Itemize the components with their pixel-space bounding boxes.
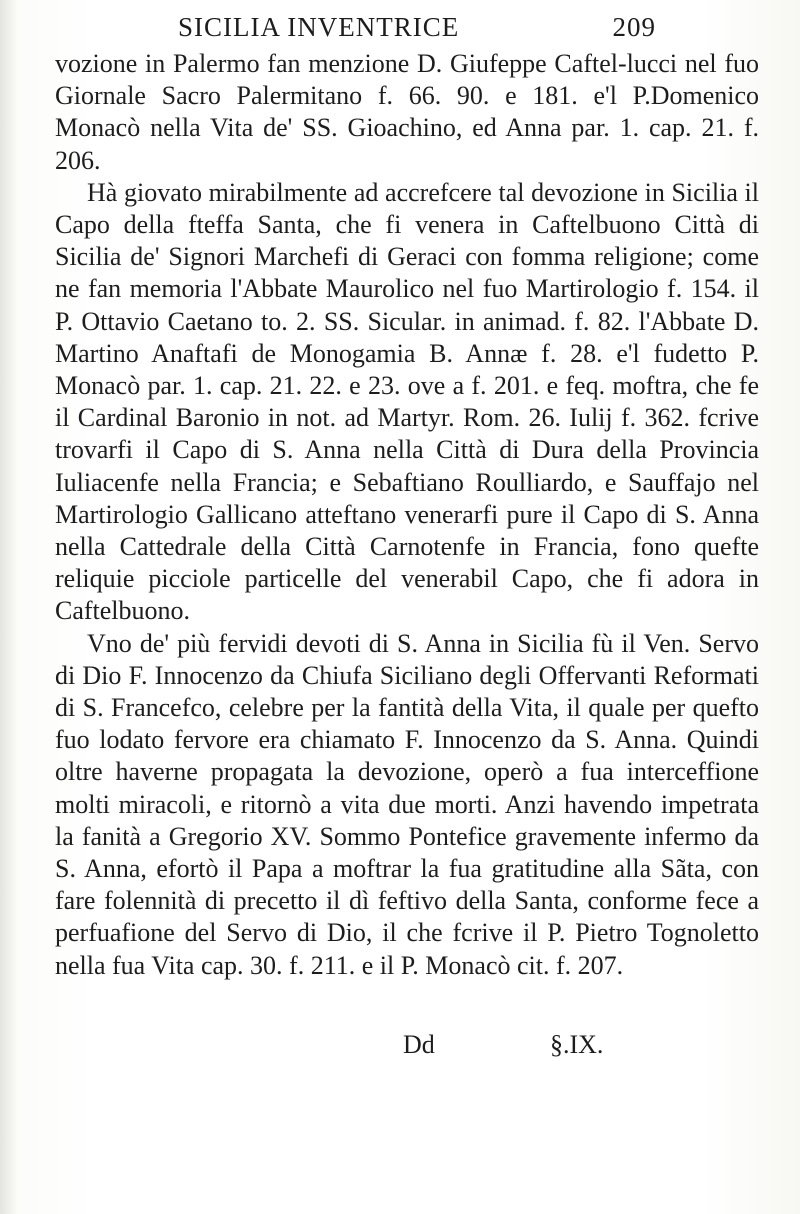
catchword: §.IX. bbox=[550, 1030, 604, 1059]
page-footer bbox=[0, 1030, 800, 1070]
main-text bbox=[55, 48, 759, 982]
running-title: SICILIA INVENTRICE bbox=[178, 12, 460, 42]
paragraph-2: Hà giovato mirabilmente ad accrefcere tal devozione in Sicilia il Capo della fteffa Santa, che fi venera in Caftelbuono Città di Sicilia de' Signori Marchefi di Geraci con fomma religione; come ne fan memoria l'Abbate Maurolico nel fuo Martirologio f. 154. il P. Ottavio Caetano to. 2. SS. Sicular. in animad. f. 82. l'Abbate D. Martino Anaftafi de Monogamia B. Annæ f. 28. e'l fudetto P. Monacò par. 1. cap. 21. 22. e 23. ove a f. 201. e feq. moftra, che fe il Cardinal Baronio in not. ad Martyr. Rom. 26. Iulij f. 362. fcrive trovarfi il Capo di S. Anna nella Città di Dura della Provincia Iuliacenfe nella Francia; e Sebaftiano Roulliardo, e Sauffajo nel Martirologio Gallicano atteftano venerarfi pure il Capo di S. Anna nella Cattedrale della Città Carnotenfe in Francia, fono quefte reliquie picciole particelle del venerabil Capo, che fi adora in Caftelbuono. bbox=[55, 177, 759, 626]
paragraph-1: vozione in Palermo fan menzione D. Giufeppe Caftel-lucci nel fuo Giornale Sacro Palermitano f. 66. 90. e 181. e'l P.Domenico Monacò nella Vita de' SS. Gioachino, ed Anna par. 1. cap. 21. f. 206. bbox=[55, 49, 759, 175]
running-head bbox=[178, 12, 656, 46]
page-number: 209 bbox=[612, 12, 656, 42]
signature-mark: Dd bbox=[403, 1030, 435, 1059]
paragraph-3: Vno de' più fervidi devoti di S. Anna in Sicilia fù il Ven. Servo di Dio F. Innocenzo da Chiufa Siciliano degli Offervanti Reformati di S. Francefco, celebre per la fantità della Vita, il quale per quefto fuo lodato fervore era chiamato F. Innocenzo da S. Anna. Quindi oltre haverne propagata la devozione, operò a fua interceffione molti miracoli, e ritornò a vita due morti. Anzi havendo impetrata la fanità a Gregorio XV. Sommo Pontefice gravemente infermo da S. Anna, efortò il Papa a moftrar la fua gratitudine alla Sãta, con fare folennità di precetto il dì feftivo della Santa, conforme fece a perfuafione del Servo di Dio, il che fcrive il P. Pietro Tognoletto nella fua Vita cap. 30. f. 211. e il P. Monacò cit. f. 207. bbox=[55, 628, 759, 980]
